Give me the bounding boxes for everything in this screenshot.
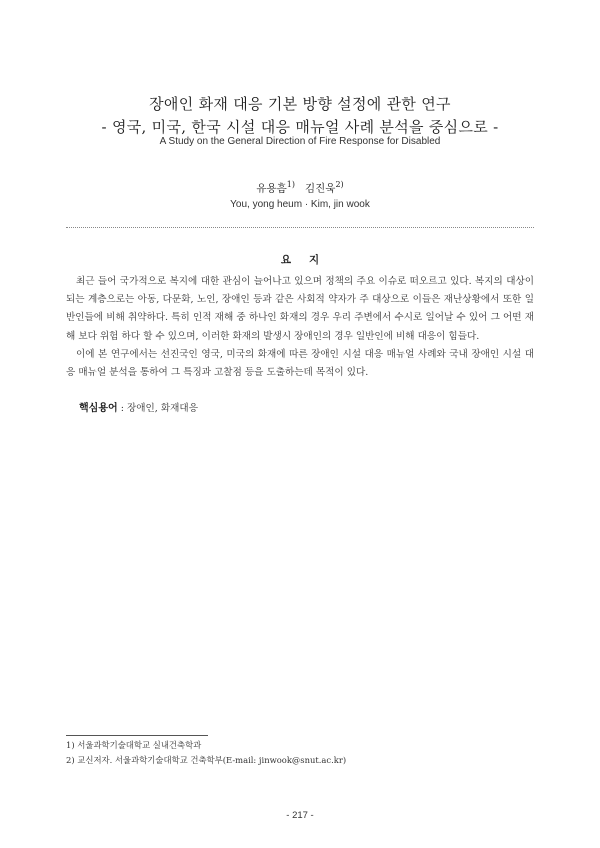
keywords-values: 장애인, 화재대응 bbox=[126, 403, 198, 414]
paper-title: 장애인 화재 대응 기본 방향 설정에 관한 연구 bbox=[149, 95, 451, 113]
keywords bbox=[79, 399, 198, 414]
footnote-2: 2) 교신저자. 서울과학기술대학교 건축학부(E-mail: jinwook@snut.ac.kr) bbox=[66, 755, 347, 765]
keywords-separator: : bbox=[117, 403, 127, 414]
author-1-footnote-mark: 1) bbox=[286, 180, 295, 189]
paper-title-english: A Study on the General Direction of Fire Response for Disabled bbox=[159, 136, 441, 147]
abstract-body bbox=[66, 273, 534, 382]
footnote-rule bbox=[66, 735, 208, 736]
abstract-paragraph: 이에 본 연구에서는 선진국인 영국, 미국의 화재에 따른 장애인 시설 대응 매뉴얼 사례와 국내 장애인 시설 대응 매뉴얼 분석을 통하여 그 특징과 고찰점 등을 도출하는데 목적이 있다. bbox=[66, 348, 534, 379]
paper-subtitle: - 영국, 미국, 한국 시설 대응 매뉴얼 사례 분석을 중심으로 - bbox=[101, 118, 499, 136]
abstract-heading: 요지 bbox=[280, 254, 338, 266]
page-number: - 217 - bbox=[286, 810, 314, 821]
author-2-footnote-mark: 2) bbox=[335, 180, 344, 189]
authors-english: You, yong heum · Kim, jin wook bbox=[230, 199, 370, 210]
footnote-1: 1) 서울과학기술대학교 실내건축학과 bbox=[66, 740, 202, 750]
keywords-label: 핵심용어 bbox=[79, 403, 118, 414]
author-1-name: 유용흠 bbox=[256, 182, 287, 195]
authors-korean bbox=[0, 180, 600, 196]
author-2-name: 김진욱 bbox=[305, 182, 336, 195]
abstract-paragraph: 최근 들어 국가적으로 복지에 대한 관심이 늘어나고 있으며 정책의 주요 이슈로 떠오르고 있다. 복지의 대상이 되는 계층으로는 아동, 다문화, 노인, 장애인 등과 같은 사회적 약자가 주 대상으로 이들은 재난상황에서 또한 일반인들에 비해 취약하다. 특히 인적 재해 중 하나인 화재의 경우 우리 주변에서 수시로 일어날 수 있어 그 어떤 재해 보다 위험 하다 할 수 있으며, 이러한 화재의 발생시 장애인의 경우 일반인에 비해 대응이 힘들다. bbox=[66, 276, 534, 342]
section-divider bbox=[66, 227, 534, 228]
